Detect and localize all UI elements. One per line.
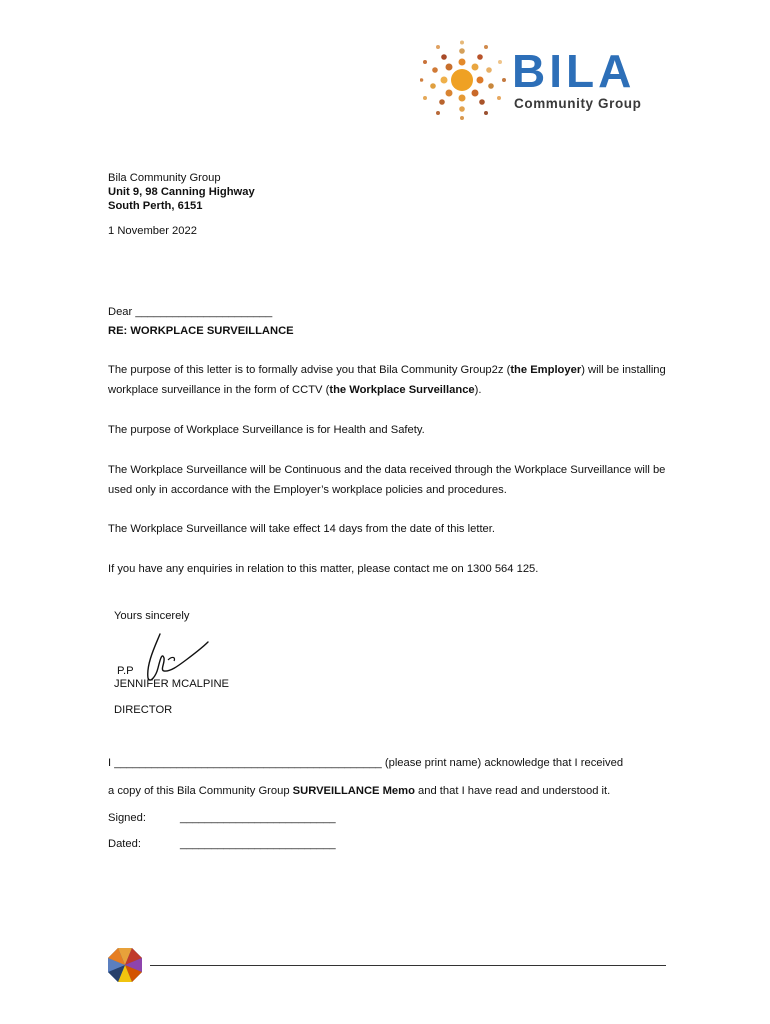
ack-memo-title: SURVEILLANCE Memo: [292, 785, 415, 797]
logo-wordmark: BILA: [512, 45, 636, 97]
per-procurationem: P.P: [117, 665, 134, 677]
footer-octagon-icon: [106, 946, 144, 984]
logo-subtitle: Community Group: [514, 96, 642, 111]
signed-label: Signed:: [108, 812, 146, 824]
body-paragraph-2: The purpose of Workplace Surveillance is for Health and Safety.: [108, 424, 425, 436]
p1-text-e: ).: [474, 384, 482, 396]
sun-dots-icon: [420, 40, 510, 120]
closing-sincerely: Yours sincerely: [114, 610, 190, 622]
body-paragraph-1: [108, 360, 678, 400]
dated-blank: _________________________: [180, 838, 336, 850]
body-paragraph-5: If you have any enquiries in relation to this matter, please contact me on 1300 564 125.: [108, 563, 539, 575]
sender-address-line1: Unit 9, 98 Canning Highway: [108, 186, 255, 198]
letter-date: 1 November 2022: [108, 225, 197, 237]
signer-title: DIRECTOR: [114, 704, 173, 716]
p1-workplace-surveillance: the Workplace Surveillance: [329, 384, 475, 396]
bila-logo: [420, 40, 670, 120]
ack-text-a: a copy of this Bila Community Group: [108, 785, 293, 797]
subject-line: RE: WORKPLACE SURVEILLANCE: [108, 325, 294, 337]
acknowledgement-line2: [108, 784, 610, 798]
salutation: Dear ______________________: [108, 306, 273, 318]
p1-text-a: The purpose of this letter is to formally advise you that Bila Community Group2z (: [108, 364, 511, 376]
dated-label: Dated:: [108, 838, 141, 850]
p1-text-c: ) will be installing workplace surveillance in the form of CCTV (: [108, 364, 666, 396]
footer-divider: [150, 965, 666, 966]
acknowledgement-line1: I ___________________________________________ (please print name) acknowledge that I received: [108, 757, 624, 769]
sender-name: Bila Community Group: [108, 172, 221, 184]
ack-text-c: and that I have read and understood it.: [414, 785, 611, 797]
body-paragraph-4: The Workplace Surveillance will take effect 14 days from the date of this letter.: [108, 523, 495, 535]
signer-name: JENNIFER MCALPINE: [114, 678, 229, 690]
p1-employer: the Employer: [510, 364, 582, 376]
signed-blank: _________________________: [180, 812, 336, 824]
sender-address-line2: South Perth, 6151: [108, 200, 203, 212]
body-paragraph-3: The Workplace Surveillance will be Continuous and the data received through the Workplace Surveillance will be used only in accordance with the Employer’s workplace policies and procedures.: [108, 464, 666, 496]
